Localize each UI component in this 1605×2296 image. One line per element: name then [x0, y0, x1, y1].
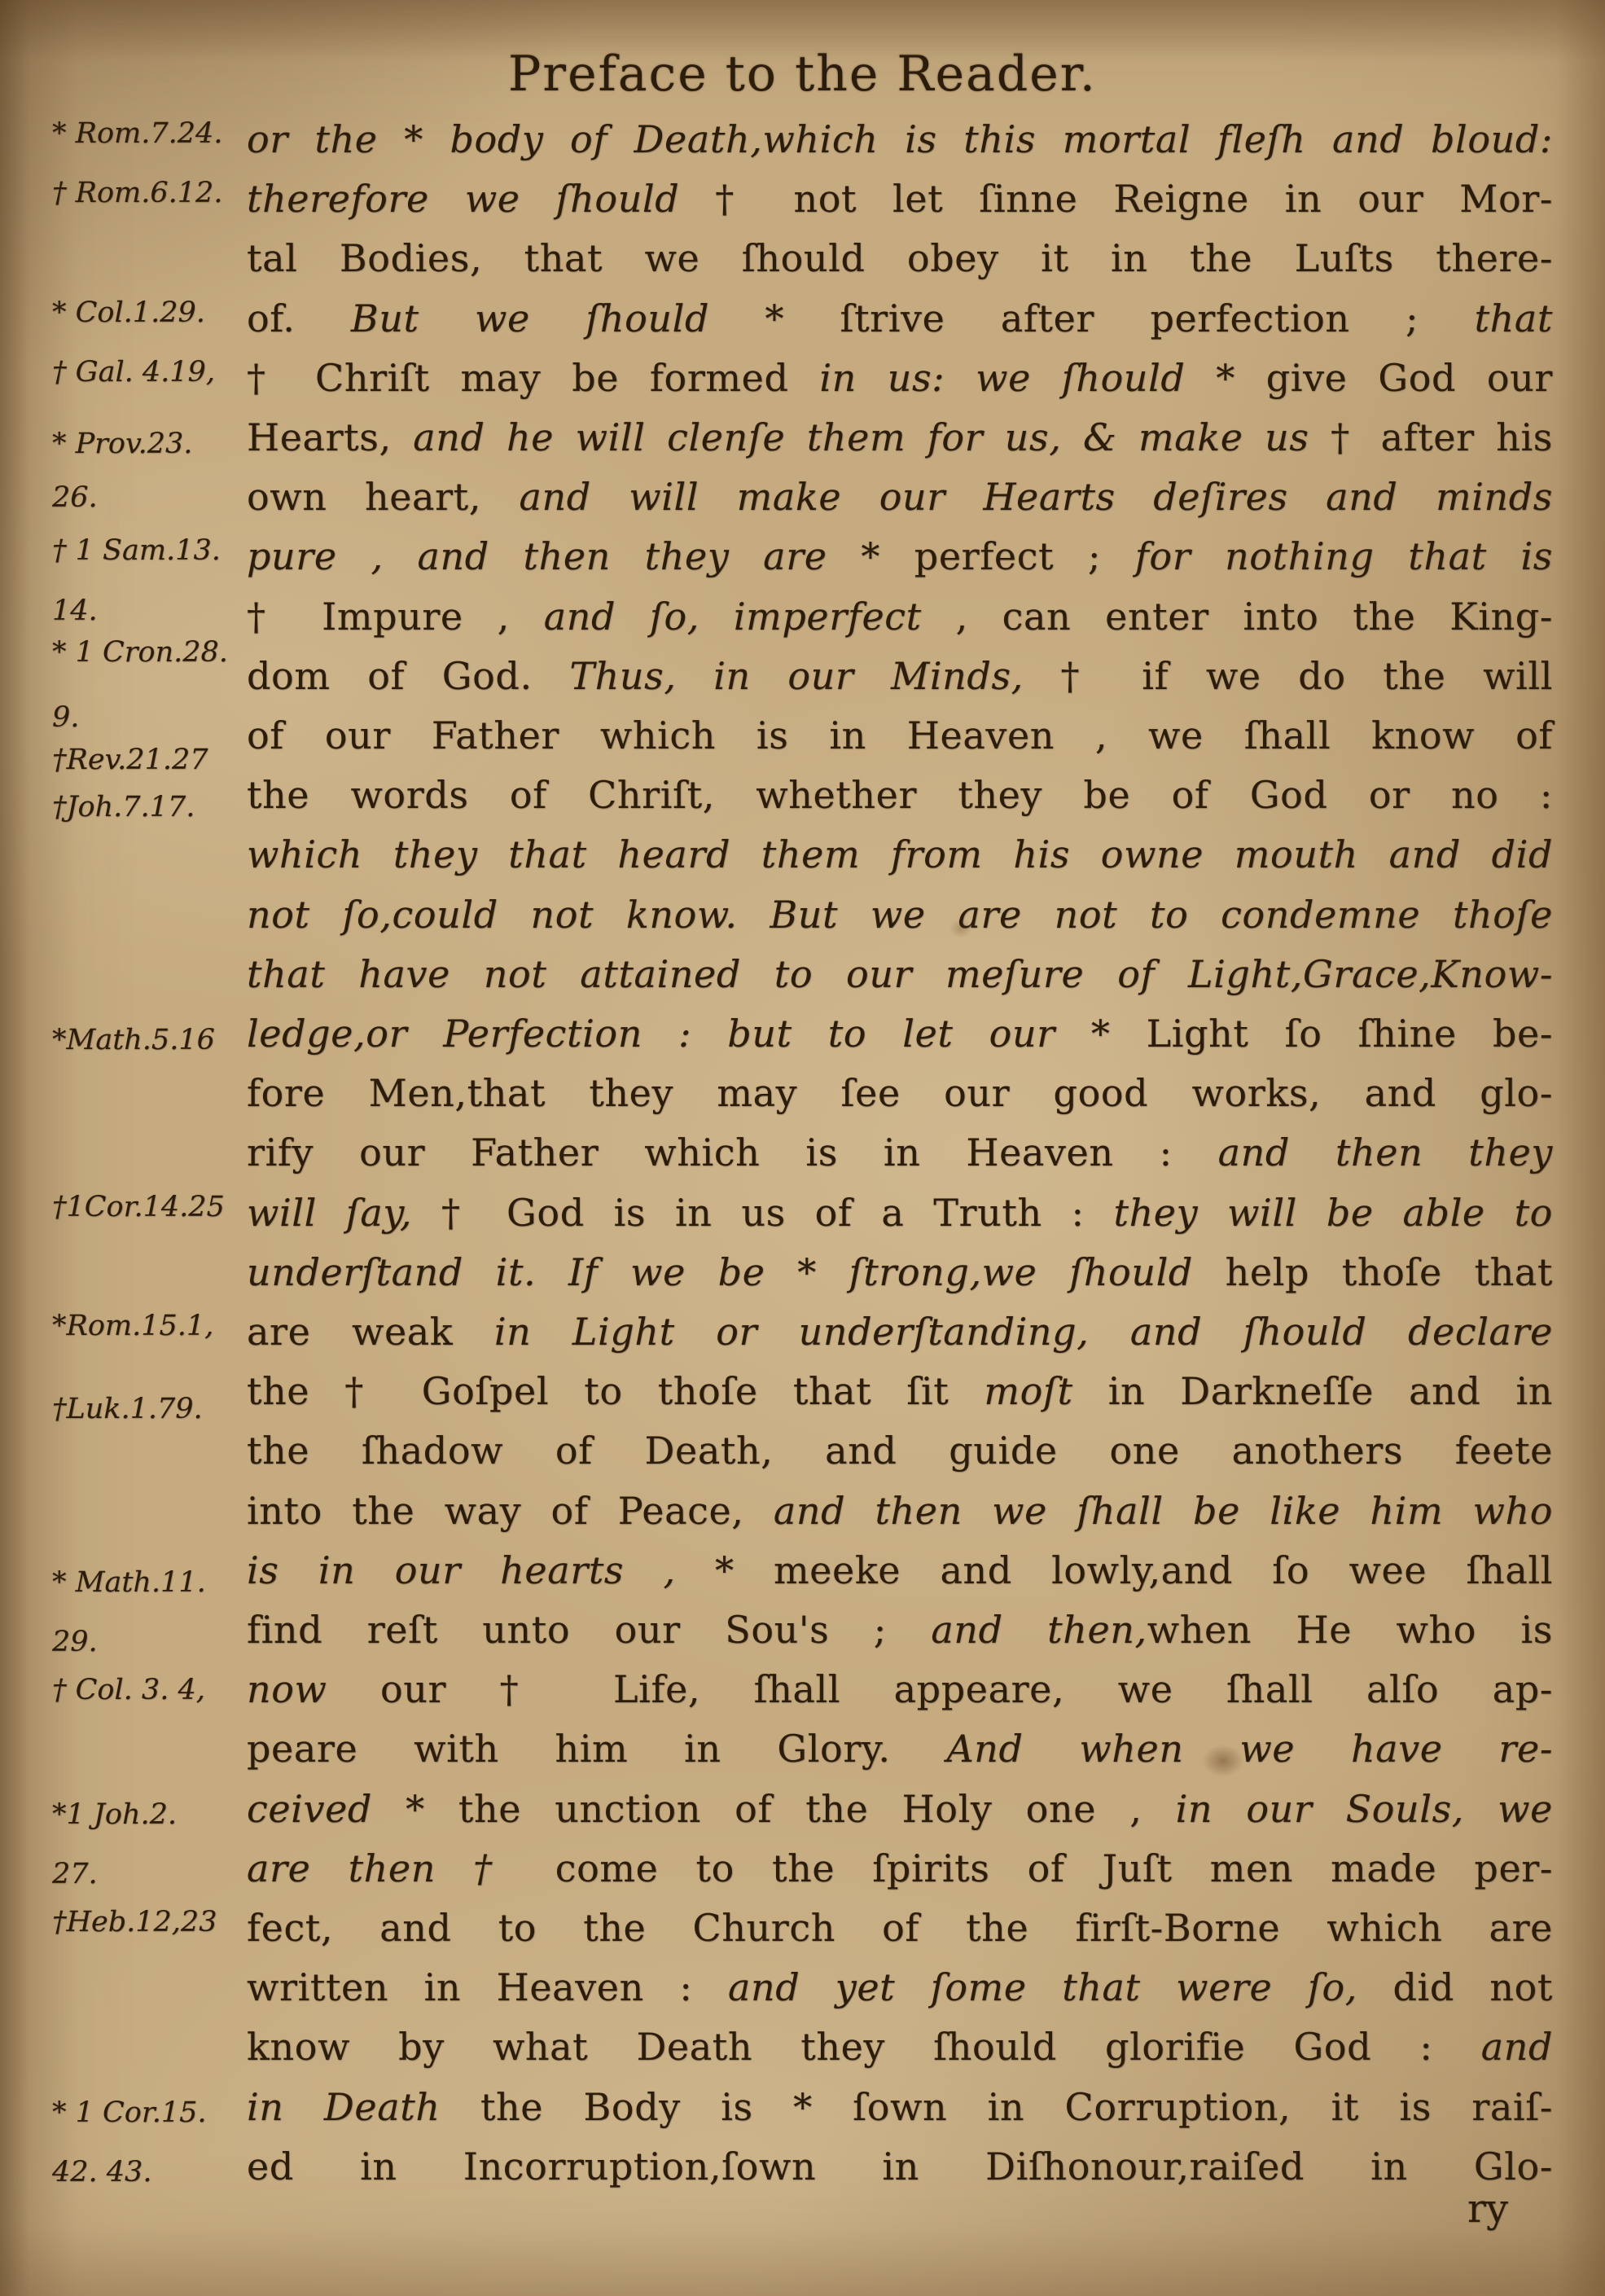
- text-segment: therefore we ſhould: [247, 177, 716, 222]
- margin-note: * 1 Cor.15.: [52, 2096, 207, 2130]
- text-segment: * give God our: [1216, 355, 1553, 400]
- text-segment: the ſhadow of Death, and guide one anothers feete: [247, 1429, 1553, 1473]
- text-segment: the words of Chriſt, whether they be of God or no :: [247, 773, 1553, 818]
- text-line: [247, 229, 1553, 289]
- text-segment: for nothing that is: [1134, 534, 1553, 579]
- text-segment: into the way of Peace,: [247, 1488, 774, 1533]
- margin-note: 27.: [52, 1858, 98, 1891]
- text-segment: Hearts,: [247, 415, 414, 459]
- text-line: [247, 1183, 1553, 1244]
- text-segment: † Chriſt may be formed: [247, 355, 820, 400]
- text-segment: and yet ſome that were ſo,: [727, 1965, 1393, 2010]
- page-title: Preface to the Reader.: [508, 46, 1097, 103]
- text-line: [247, 885, 1553, 946]
- text-segment: in Death: [247, 2084, 480, 2129]
- text-segment: tal Bodies, that we ſhould obey it in the Luſts there-: [247, 236, 1553, 281]
- margin-note: 42. 43.: [52, 2156, 152, 2189]
- margin-note: 9.: [52, 701, 80, 735]
- text-segment: † Impure ,: [247, 594, 544, 639]
- text-segment: and will make our Hearts deſires and minds: [519, 475, 1553, 520]
- margin-note: †Luk.1.79.: [52, 1393, 203, 1426]
- text-segment: fect, and to the Church of the firſt-Borne which are: [247, 1906, 1553, 1950]
- text-line: [247, 1839, 1553, 1899]
- text-segment: which they that heard them from his owne mouth and did: [247, 832, 1553, 877]
- text-line: [247, 825, 1553, 885]
- text-line: [247, 647, 1553, 707]
- margin-note: † 1 Sam.13.: [52, 534, 221, 568]
- text-segment: come to the ſpirits of Juſt men made per-: [555, 1846, 1553, 1890]
- margin-note: * Col.1.29.: [52, 296, 205, 329]
- text-line: [247, 1064, 1553, 1124]
- text-segment: written in Heaven :: [247, 1965, 728, 2010]
- text-segment: and ſo, imperfect: [543, 594, 956, 639]
- text-segment: ed in Incorruption,ſown in Diſhonour,raiſed in Glo-: [247, 2144, 1553, 2188]
- text-segment: in us: we ſhould: [819, 355, 1217, 400]
- text-segment: in Light or underſtanding, and ſhould declare: [493, 1310, 1553, 1354]
- text-segment: did not: [1392, 1965, 1553, 2010]
- text-segment: that: [1474, 296, 1553, 340]
- text-line: [247, 2078, 1553, 2138]
- text-segment: in Darkneſſe and in: [1107, 1369, 1553, 1414]
- text-segment: † God is in us of a Truth :: [441, 1190, 1114, 1235]
- text-line: [247, 349, 1553, 409]
- text-segment: * Light ſo ſhine be-: [1090, 1012, 1554, 1056]
- text-segment: they will be able to: [1113, 1190, 1553, 1235]
- text-segment: the † Goſpel to thoſe that ſit: [247, 1369, 984, 1414]
- margin-note: *Rom.15.1,: [52, 1310, 214, 1342]
- text-segment: * ſtrive after perfection ;: [765, 296, 1475, 340]
- text-line: [247, 2137, 1553, 2197]
- text-segment: * the unction of the Holy one ,: [406, 1786, 1176, 1831]
- text-segment: ledge,or Perfection : but to let our: [247, 1012, 1091, 1056]
- text-segment: moſt: [984, 1369, 1108, 1414]
- text-line: [247, 1123, 1553, 1183]
- text-segment: of.: [247, 296, 351, 340]
- text-line: [247, 1660, 1553, 1720]
- text-segment: And when we have re-: [946, 1727, 1553, 1771]
- text-segment: now: [247, 1667, 380, 1712]
- text-line: [247, 1243, 1553, 1303]
- text-segment: † after his: [1331, 415, 1554, 459]
- margin-note: * 1 Cron.28.: [52, 635, 228, 669]
- text-segment: and then,: [931, 1608, 1147, 1652]
- text-line: [247, 945, 1553, 1005]
- text-segment: and then they: [1217, 1130, 1553, 1175]
- text-segment: , can enter into the King-: [955, 594, 1553, 639]
- text-line: [247, 1719, 1553, 1780]
- text-segment: underſtand it. If we be * ſtrong,we ſhould: [247, 1249, 1226, 1294]
- text-segment: Thus, in our Minds,: [569, 653, 1061, 698]
- text-line: [247, 1958, 1553, 2018]
- margin-note: * Math.11.: [52, 1565, 206, 1599]
- text-segment: not ſo,could not know. But we are not to condemne thoſe: [247, 892, 1553, 937]
- margin-note: *1 Joh.2.: [52, 1798, 178, 1832]
- text-segment: are then †: [247, 1846, 555, 1890]
- text-line: [247, 1421, 1553, 1482]
- text-segment: the Body is * ſown in Corruption, it is raiſ-: [480, 2084, 1554, 2129]
- margin-note: * Prov.23.: [52, 427, 193, 460]
- margin-note: 29.: [52, 1625, 98, 1658]
- margin-note: † Gal. 4.19,: [52, 355, 215, 389]
- text-line: [247, 1600, 1553, 1661]
- margin-note: *Math.5.16: [52, 1023, 215, 1056]
- margin-note: 14.: [52, 594, 98, 627]
- text-segment: peare with him in Glory.: [247, 1727, 947, 1771]
- text-segment: will ſay,: [247, 1190, 441, 1235]
- text-segment: dom of God.: [247, 653, 570, 698]
- text-line: [247, 766, 1553, 826]
- text-line: [247, 289, 1553, 349]
- text-segment: * meeke and lowly,and ſo wee ſhall: [715, 1547, 1553, 1592]
- text-segment: and then we ſhall be like him who: [773, 1488, 1553, 1533]
- text-line: [247, 1362, 1553, 1422]
- text-line: [247, 1004, 1553, 1065]
- text-segment: our † Life, ſhall appeare, we ſhall alſo ap-: [380, 1667, 1553, 1712]
- text-segment: help thoſe that: [1225, 1249, 1553, 1294]
- text-segment: rify our Father which is in Heaven :: [247, 1130, 1218, 1175]
- text-line: [247, 1780, 1553, 1840]
- text-segment: * perfect ;: [861, 534, 1135, 579]
- text-segment: in our Souls, we: [1175, 1786, 1553, 1831]
- margin-note: †Rev.21.27: [52, 743, 208, 776]
- margin-note: †1Cor.14.25: [52, 1190, 225, 1223]
- text-segment: or the * body of Death,which is this mortal fleſh and bloud:: [247, 117, 1553, 161]
- margin-note: †Heb.12,23: [52, 1906, 217, 1938]
- text-segment: But we ſhould: [350, 296, 765, 340]
- margin-note: † Rom.6.12.: [52, 177, 223, 210]
- text-line: [247, 1302, 1553, 1363]
- text-segment: that have not attained to our meſure of Light,Grace,Know-: [247, 951, 1553, 996]
- margin-note: * Rom.7.24.: [52, 117, 223, 150]
- margin-note: † Col. 3. 4,: [52, 1673, 205, 1706]
- text-line: [247, 2017, 1553, 2078]
- text-line: [247, 706, 1553, 766]
- text-line: [247, 169, 1553, 230]
- text-segment: when He who is: [1147, 1608, 1554, 1652]
- text-line: [247, 110, 1553, 170]
- text-segment: own heart,: [247, 475, 520, 520]
- text-segment: and: [1480, 2025, 1553, 2070]
- text-line: [247, 1899, 1553, 1959]
- text-segment: know by what Death they ſhould glorifie God :: [247, 2025, 1481, 2070]
- text-segment: find reſt unto our Sou's ;: [247, 1608, 932, 1652]
- text-segment: is in our hearts ,: [247, 1547, 716, 1592]
- text-segment: of our Father which is in Heaven , we ſhall know of: [247, 713, 1553, 757]
- text-segment: † if we do the will: [1060, 653, 1553, 698]
- text-line: [247, 587, 1553, 648]
- text-segment: ceived: [247, 1786, 406, 1831]
- text-line: [247, 1541, 1553, 1601]
- text-segment: and he will clenſe them for us, & make us: [413, 415, 1331, 459]
- text-segment: † not let ſinne Reigne in our Mor-: [715, 177, 1554, 222]
- margin-note: †Joh.7.17.: [52, 791, 195, 824]
- text-line: [247, 1482, 1553, 1542]
- text-line: [247, 468, 1553, 528]
- margin-note: 26.: [52, 481, 98, 514]
- text-segment: fore Men,that they may ſee our good works, and glo-: [247, 1071, 1553, 1116]
- text-line: [247, 527, 1553, 587]
- text-segment: pure , and then they are: [247, 534, 862, 579]
- text-segment: are weak: [247, 1310, 494, 1354]
- catchword: ry: [1467, 2186, 1509, 2232]
- text-line: [247, 408, 1553, 468]
